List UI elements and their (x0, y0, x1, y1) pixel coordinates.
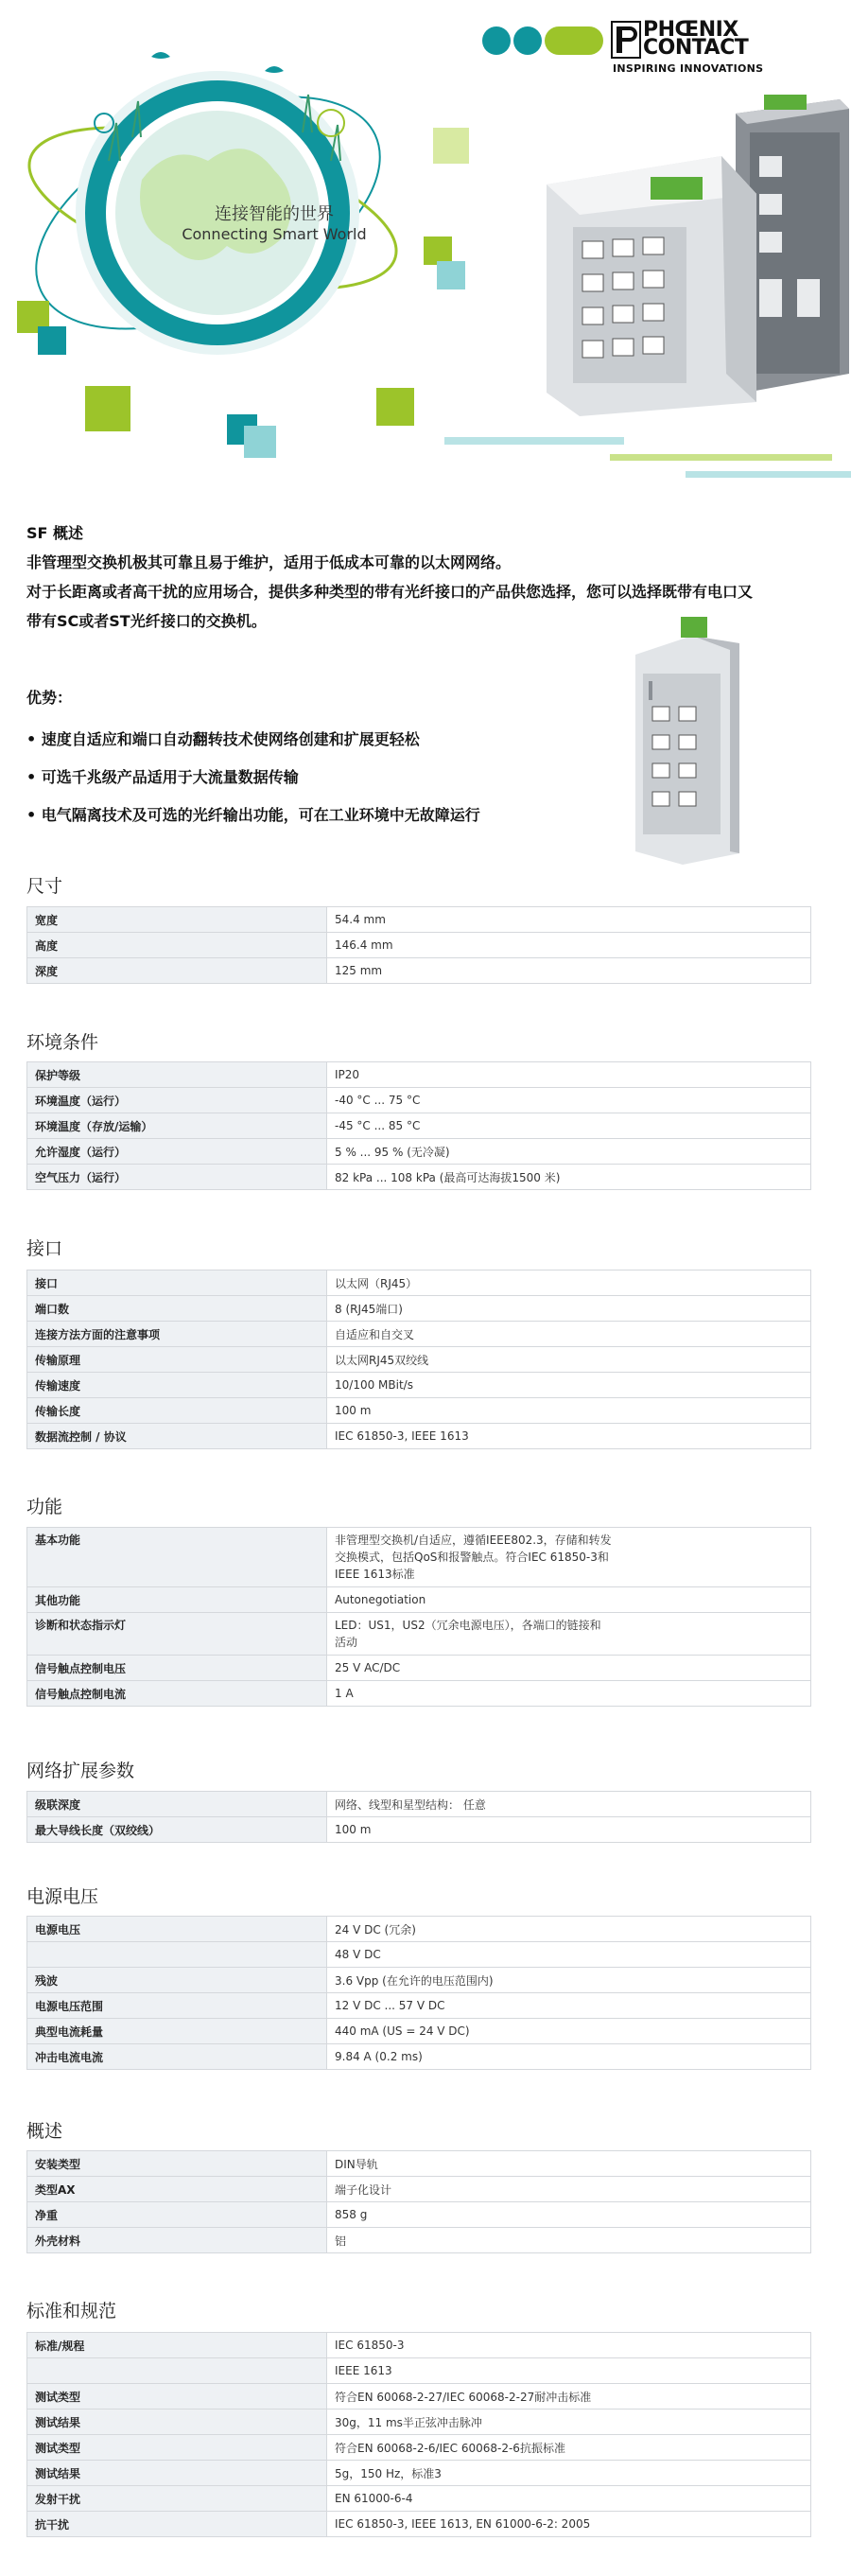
deco-square (433, 128, 469, 164)
advantage-item: • 可选千兆级产品适用于大流量数据传输 (26, 768, 299, 786)
table-row: 冲击电流电流 9.84 A (0.2 ms) (27, 2044, 811, 2070)
spec-table-power (26, 1916, 811, 2070)
table-row: 测试类型 符合EN 60068-2-6/IEC 60068-2-6抗振标准 (27, 2435, 811, 2461)
spec-table-network (26, 1791, 811, 1843)
table-row: 接口 以太网（RJ45） (27, 1270, 811, 1296)
section-title-interface: 接口 (26, 1238, 63, 1259)
table-row: 传输原理 以太网RJ45双绞线 (27, 1347, 811, 1373)
globe-illustration (19, 19, 426, 359)
advantage-item: • 电气隔离技术及可选的光纤输出功能，可在工业环境中无故障运行 (26, 806, 480, 824)
table-row: 深度 125 mm (27, 958, 811, 984)
section-title-dimensions: 尺寸 (26, 876, 63, 897)
brand-dot (513, 26, 542, 55)
table-row: 最大导线长度（双绞线） 100 m (27, 1817, 811, 1843)
table-row: 类型AX 端子化设计 (27, 2177, 811, 2202)
table-row: 环境温度（运行） -40 °C ... 75 °C (27, 1088, 811, 1113)
advantages-title: 优势： (26, 689, 73, 707)
section-title-environment: 环境条件 (26, 1032, 99, 1053)
table-row: 空气压力（运行） 82 kPa ... 108 kPa (最高可达海拔1500 米) (27, 1165, 811, 1190)
table-row: 传输速度 10/100 MBit/s (27, 1373, 811, 1398)
deco-stripe (610, 454, 832, 461)
table-row: 基本功能 非管理型交换机/自适应，遵循IEEE802.3，存储和转发 交换模式，包括QoS和报警触点。符合IEC 61850-3和 IEEE 1613标准 (27, 1528, 811, 1587)
spec-table-dimensions (26, 906, 811, 984)
table-row: 其他功能 Autonegotiation (27, 1587, 811, 1613)
advantages-block (26, 679, 480, 834)
table-row: 测试结果 5g，150 Hz，标准3 (27, 2461, 811, 2486)
table-row: 诊断和状态指示灯 LED：US1，US2（冗余电源电压），各端口的链接和 活动 (27, 1613, 811, 1656)
brand-tagline: INSPIRING INNOVATIONS (613, 62, 764, 75)
table-row: 残波 3.6 Vpp (在允许的电压范围内) (27, 1968, 811, 1993)
spec-table-standards (26, 2332, 811, 2537)
table-row: 测试类型 符合EN 60068-2-27/IEC 60068-2-27耐冲击标准 (27, 2384, 811, 2410)
section-title-general: 概述 (26, 2121, 63, 2142)
table-row: 典型电流耗量 440 mA (US = 24 V DC) (27, 2019, 811, 2044)
deco-square (85, 386, 130, 431)
table-row: 连接方法方面的注意事项 自适应和自交叉 (27, 1322, 811, 1347)
table-row: 发射干扰 EN 61000-6-4 (27, 2486, 811, 2512)
product-switches-image (537, 90, 851, 416)
section-title-network: 网络扩展参数 (26, 1761, 135, 1781)
deco-stripe (444, 437, 624, 445)
table-row: 标准/规程 IEC 61850-3 (27, 2333, 811, 2358)
table-row: 电源电压 24 V DC (冗余) (27, 1917, 811, 1942)
table-row: 48 V DC (27, 1942, 811, 1968)
spec-table-function (26, 1527, 811, 1707)
table-row: 信号触点控制电流 1 A (27, 1681, 811, 1707)
section-title-power: 电源电压 (26, 1886, 99, 1907)
brand-dot (482, 26, 511, 55)
table-row: 净重 858 g (27, 2202, 811, 2228)
advantage-item: • 速度自适应和端口自动翻转技术使网络创建和扩展更轻松 (26, 730, 420, 748)
table-row: 信号触点控制电压 25 V AC/DC (27, 1656, 811, 1681)
brand-pill (545, 26, 603, 55)
slogan-cn: 连接智能的世界 (215, 204, 334, 224)
hero-banner (0, 0, 851, 482)
table-row: 级联深度 网络、线型和星型结构： 任意 (27, 1792, 811, 1817)
slogan-en: Connecting Smart World (182, 225, 367, 243)
table-row: 外壳材料 铝 (27, 2228, 811, 2253)
table-row: 高度 146.4 mm (27, 933, 811, 958)
deco-square (376, 388, 414, 426)
table-row: 环境温度（存放/运输） -45 °C ... 85 °C (27, 1113, 811, 1139)
deco-stripe (686, 471, 851, 478)
phoenix-logo-icon (611, 21, 641, 59)
deco-square (38, 326, 66, 355)
deco-square (244, 426, 276, 458)
overview-line: 对于长距离或者高干扰的应用场合，提供多种类型的带有光纤接口的产品供您选择，您可以选择既带有电口又 (26, 583, 754, 601)
brand-name: PHŒNIX CONTACT (643, 18, 749, 60)
table-row: 测试结果 30g，11 ms半正弦冲击脉冲 (27, 2410, 811, 2435)
table-row: 传输长度 100 m (27, 1398, 811, 1424)
table-row: 允许湿度（运行） 5 % ... 95 % (无冷凝) (27, 1139, 811, 1165)
table-row: 端口数 8 (RJ45端口) (27, 1296, 811, 1322)
overview-line: 非管理型交换机极其可靠且易于维护，适用于低成本可靠的以太网网络。 (26, 553, 512, 571)
table-row: IEEE 1613 (27, 2358, 811, 2384)
table-row: 电源电压范围 12 V DC ... 57 V DC (27, 1993, 811, 2019)
table-row: 数据流控制 / 协议 IEC 61850-3, IEEE 1613 (27, 1424, 811, 1449)
section-title-standards: 标准和规范 (26, 2301, 117, 2322)
overview-heading: SF 概述 (26, 524, 84, 542)
table-row: 宽度 54.4 mm (27, 907, 811, 933)
spec-table-interface (26, 1270, 811, 1449)
deco-square (437, 261, 465, 289)
overview-line: 带有SC或者ST光纤接口的交换机。 (26, 612, 267, 630)
spec-table-general (26, 2150, 811, 2253)
spec-table-environment (26, 1061, 811, 1190)
table-row: 保护等级 IP20 (27, 1062, 811, 1088)
product-switch-image (626, 617, 756, 865)
section-title-function: 功能 (26, 1497, 63, 1517)
table-row: 抗干扰 IEC 61850-3, IEEE 1613, EN 61000-6-2: 2005 (27, 2512, 811, 2537)
table-row: 安装类型 DIN导轨 (27, 2151, 811, 2177)
